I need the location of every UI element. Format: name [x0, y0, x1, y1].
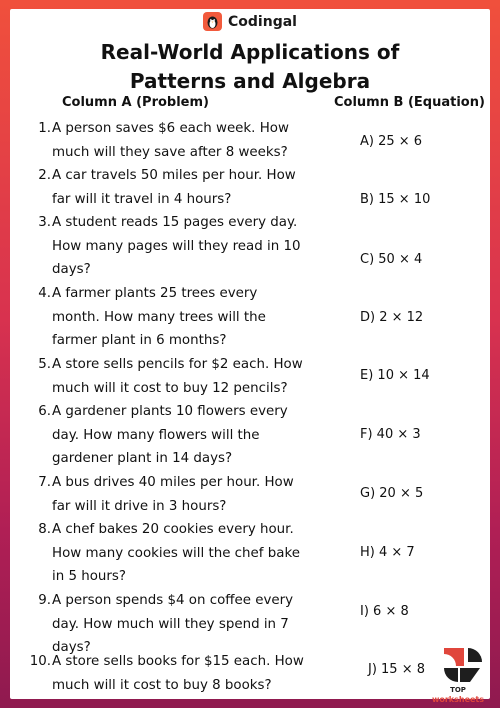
problem-text — [24, 650, 316, 697]
problem-text — [24, 471, 316, 518]
problem-text-line: A student reads 15 pages every day. — [52, 215, 298, 230]
title-line-1: Real-World Applications of — [100, 40, 400, 64]
problem-text — [24, 400, 316, 471]
problem-item — [24, 164, 316, 211]
equation-option: J) 15 × 8 — [368, 662, 426, 677]
problem-number: 8. — [38, 522, 51, 537]
equation-option: G) 20 × 5 — [360, 486, 424, 501]
title-line-2: Patterns and Algebra — [129, 69, 371, 93]
problem-text-line: day. How many flowers will the — [52, 427, 260, 443]
problem-text-line: A car travels 50 miles per hour. How — [52, 168, 296, 183]
problem-text-line: How many cookies will the chef bake — [52, 545, 300, 561]
problem-text-line: gardener plant in 14 days? — [52, 451, 233, 466]
problem-number: 3. — [38, 215, 51, 230]
problem-number: 9. — [38, 593, 51, 608]
problem-item — [24, 471, 316, 518]
problem-text — [24, 282, 316, 353]
problem-text-line: farmer plant in 6 months? — [52, 333, 227, 348]
problem-number: 10. — [29, 654, 51, 669]
problem-number: 2. — [38, 168, 51, 183]
problem-number: 4. — [38, 286, 51, 301]
problem-text-line: A store sells pencils for $2 each. How — [52, 357, 303, 372]
problem-item — [24, 518, 316, 589]
problem-text-line: in 5 hours? — [52, 569, 126, 584]
problem-item — [24, 400, 316, 471]
problem-text-line: How many pages will they read in 10 — [52, 238, 301, 254]
problem-text-line: A person saves $6 each week. How — [52, 121, 289, 136]
top-worksheets-logo — [430, 646, 486, 706]
problem-text — [24, 211, 316, 282]
problem-text-line: far will it travel in 4 hours? — [52, 191, 232, 207]
equation-option: B) 15 × 10 — [360, 192, 431, 207]
worksheet-page — [10, 9, 490, 704]
problem-number: 5. — [38, 357, 51, 372]
problem-number: 1. — [38, 121, 51, 136]
equation-option: E) 10 × 14 — [360, 368, 430, 383]
equation-option: A) 25 × 6 — [360, 134, 423, 149]
problem-text-line: A gardener plants 10 flowers every — [52, 404, 288, 419]
problem-text — [24, 164, 316, 211]
problem-text-line: much will it cost to buy 8 books? — [52, 677, 272, 693]
problem-text-line: far will it drive in 3 hours? — [52, 498, 227, 514]
problem-text — [24, 518, 316, 589]
problem-text — [24, 117, 316, 164]
column-b-heading: Column B (Equation) — [334, 95, 485, 110]
page-title — [10, 38, 490, 96]
problem-text-line: month. How many trees will the — [52, 309, 266, 325]
equation-option: F) 40 × 3 — [360, 427, 421, 442]
equation-option: H) 4 × 7 — [360, 545, 415, 560]
codingal-logo-icon — [203, 12, 222, 31]
problem-item — [24, 353, 316, 400]
problem-item — [24, 117, 316, 164]
problem-item — [24, 211, 316, 282]
problem-text-line: much will it cost to buy 12 pencils? — [52, 380, 288, 396]
problem-number: 6. — [38, 404, 51, 419]
problem-item — [24, 282, 316, 353]
problem-text-line: day. How much will they spend in 7 — [52, 616, 289, 632]
problem-text — [24, 353, 316, 400]
problem-text-line: A chef bakes 20 cookies every hour. — [52, 522, 294, 537]
brand-name: Codingal — [228, 13, 297, 30]
brand-header — [10, 12, 490, 31]
problem-text-line: days? — [52, 262, 91, 277]
problem-text-line: A farmer plants 25 trees every — [52, 286, 258, 301]
equation-option: C) 50 × 4 — [360, 252, 423, 267]
equation-option: I) 6 × 8 — [360, 604, 409, 619]
top-worksheets-wordmark — [430, 686, 486, 704]
problem-text-line: much will they save after 8 weeks? — [52, 144, 288, 160]
column-a-heading: Column A (Problem) — [62, 95, 209, 110]
problem-item — [24, 589, 316, 660]
problem-item — [24, 650, 316, 697]
top-worksheets-logo-icon — [430, 646, 486, 686]
wordmark-top: TOP — [450, 686, 466, 694]
problem-number: 7. — [38, 475, 51, 490]
problem-text — [24, 589, 316, 660]
problem-text-line: A bus drives 40 miles per hour. How — [52, 475, 294, 490]
wordmark-worksheets: worksheets — [431, 695, 485, 704]
problem-text-line: A person spends $4 on coffee every — [52, 593, 294, 608]
problem-text-line: days? — [52, 640, 91, 655]
equation-option: D) 2 × 12 — [360, 310, 424, 325]
problem-text-line: A store sells books for $15 each. How — [52, 654, 304, 669]
